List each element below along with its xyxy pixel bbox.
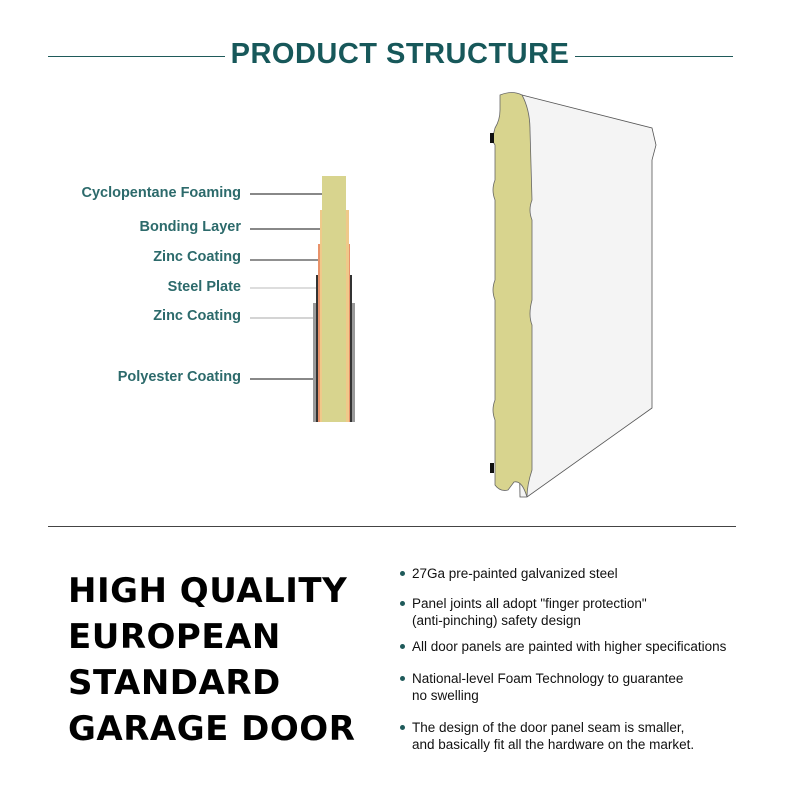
feature-item <box>412 595 647 629</box>
bullet-icon <box>400 644 405 649</box>
feature-text: and basically fit all the hardware on the market. <box>412 737 695 752</box>
feature-item <box>412 719 694 753</box>
headline-line: GARAGE DOOR <box>68 709 356 749</box>
headline-line: STANDARD <box>68 663 281 703</box>
feature-text: no swelling <box>412 688 479 703</box>
feature-text: (anti-pinching) safety design <box>412 613 581 628</box>
layer-label-foaming: Cyclopentane Foaming <box>81 185 241 201</box>
bullet-icon <box>400 601 405 606</box>
bullet-icon <box>400 676 405 681</box>
door-panel-illustration <box>490 93 656 498</box>
feature-item <box>412 565 618 582</box>
title-text: PRODUCT STRUCTURE <box>225 38 576 70</box>
feature-text: 27Ga pre-painted galvanized steel <box>412 566 618 581</box>
headline-line: HIGH QUALITY <box>68 571 348 611</box>
layer-label-bonding: Bonding Layer <box>139 219 241 235</box>
layer-label-zinc-1: Zinc Coating <box>153 249 241 265</box>
feature-item <box>412 670 683 704</box>
feature-item <box>412 638 726 655</box>
layer-label-polyester: Polyester Coating <box>117 369 241 385</box>
bullet-icon <box>400 725 405 730</box>
feature-text: All door panels are painted with higher specifications <box>412 639 727 654</box>
feature-text: Panel joints all adopt "finger protection" <box>412 596 647 611</box>
layer-label-steel: Steel Plate <box>167 279 241 295</box>
headline <box>68 568 355 752</box>
bullet-icon <box>400 571 405 576</box>
feature-text: The design of the door panel seam is smaller, <box>412 720 685 735</box>
layer-label-zinc-2: Zinc Coating <box>153 308 241 324</box>
headline-line: EUROPEAN <box>68 617 281 657</box>
section-divider <box>48 526 736 527</box>
feature-text: National-level Foam Technology to guarantee <box>412 671 684 686</box>
foam-layer <box>322 176 346 422</box>
